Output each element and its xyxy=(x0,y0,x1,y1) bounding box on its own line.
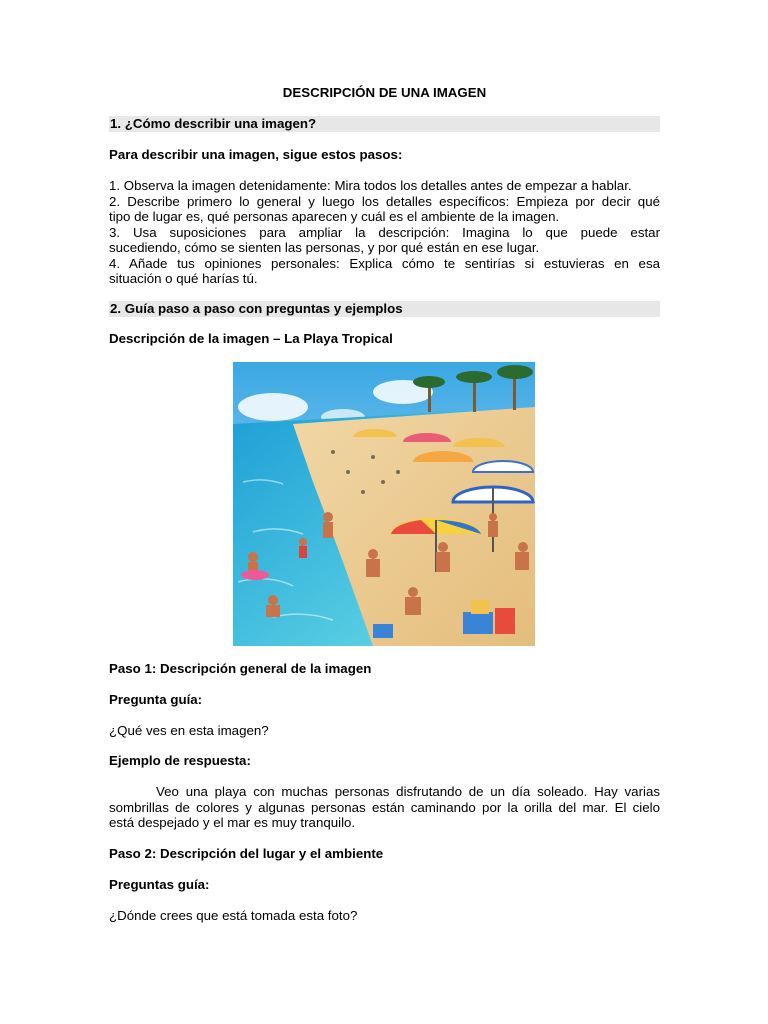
step-3-line-1: 3. Usa suposiciones para ampliar la descripción: Imagina lo que puede estar xyxy=(109,224,660,240)
paso2-title: Paso 2: Descripción del lugar y el ambiente xyxy=(109,846,384,861)
paso2-question-label: Preguntas guía: xyxy=(109,877,210,892)
steps-intro: Para describir una imagen, sigue estos pasos: xyxy=(109,147,403,162)
example-line-3: está despejado y el mar es muy tranquilo. xyxy=(109,815,356,830)
steps-list xyxy=(109,178,660,287)
step-4-line-1: 4. Añade tus opiniones personales: Explica cómo te sentirías si estuvieras en esa xyxy=(109,255,660,271)
section-heading-2: 2. Guía paso a paso con preguntas y ejemplos xyxy=(109,301,660,317)
example-line-1: Veo una playa con muchas personas disfrutando de un día soleado. Hay varias xyxy=(156,784,660,799)
paso1-example-label: Ejemplo de respuesta: xyxy=(109,753,251,768)
step-4-line-2: situación o qué harías tú. xyxy=(109,271,258,286)
paso1-example xyxy=(109,784,660,831)
step-2-line-2: tipo de lugar es, qué personas aparecen y cuál es el ambiente de la imagen. xyxy=(109,209,560,224)
paso2-question: ¿Dónde crees que está tomada esta foto? xyxy=(109,908,358,923)
beach-illustration xyxy=(233,362,535,646)
paso1-question-label: Pregunta guía: xyxy=(109,692,203,707)
example-line-2: sombrillas de colores y algunas personas están caminando por la orilla del mar. El cielo xyxy=(109,799,660,815)
image-title: Descripción de la imagen – La Playa Tropical xyxy=(109,331,393,346)
section-heading-1: 1. ¿Cómo describir una imagen? xyxy=(109,116,660,132)
step-3-line-2: sucediendo, cómo se sienten las personas, y por qué están en ese lugar. xyxy=(109,240,540,255)
step-1-line-1: 1. Observa la imagen detenidamente: Mira todos los detalles antes de empezar a hablar. xyxy=(109,178,632,193)
paso1-title: Paso 1: Descripción general de la imagen xyxy=(109,661,372,676)
step-2-line-1: 2. Describe primero lo general y luego los detalles específicos: Empieza por decir qué xyxy=(109,193,660,209)
paso1-question: ¿Qué ves en esta imagen? xyxy=(109,723,269,738)
document-title: DESCRIPCIÓN DE UNA IMAGEN xyxy=(282,85,487,100)
